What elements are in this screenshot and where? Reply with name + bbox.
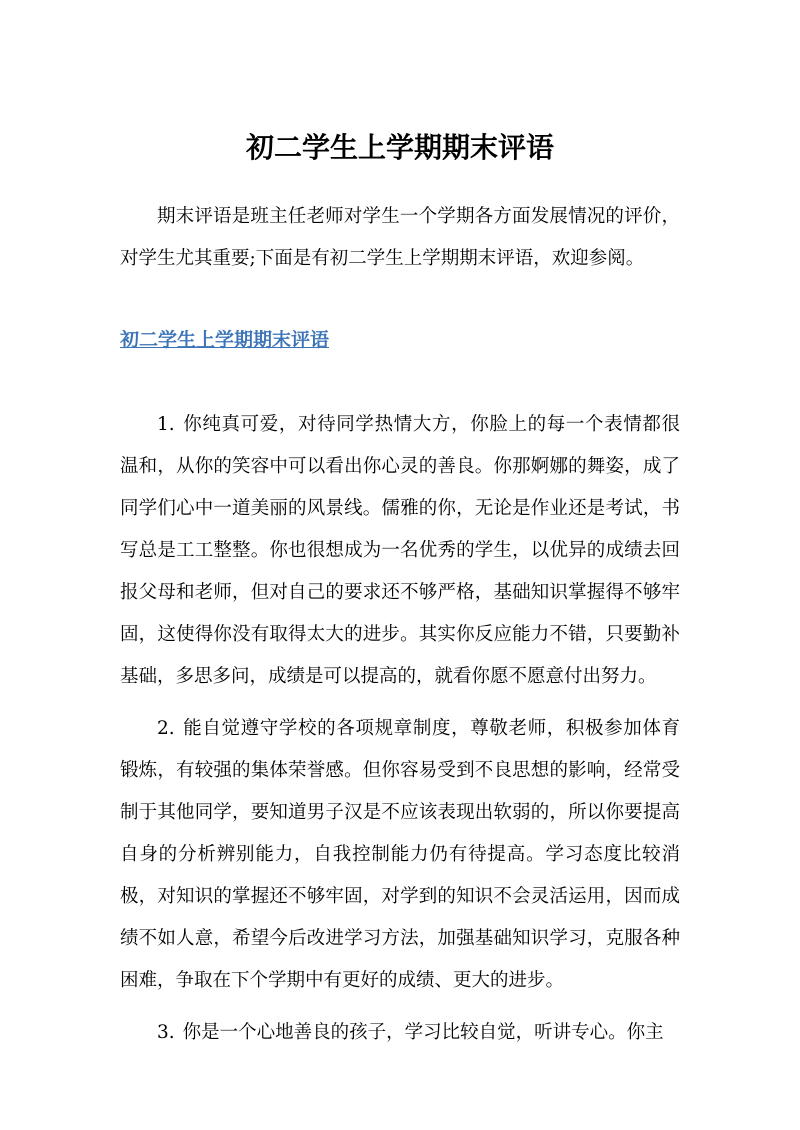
comment-paragraph-1 [120,404,680,698]
paragraph-number: 1. [157,414,175,435]
document-title: 初二学生上学期期末评语 [245,131,554,164]
paragraph-text: 你纯真可爱，对待同学热情大方，你脸上的每一个表情都很温和，从你的笑容中可以看出你心灵的善良。你那婀娜的舞姿，成了同学们心中一道美丽的风景线。儒雅的你，无论是作业还是考试，书写总是工工整整。你也很想成为一名优秀的学生，以优异的成绩去回报父母和老师，但对自己的要求还不够严格，基础知识掌握得不够牢固，这使得你没有取得太大的进步。其实你反应能力不错，只要勤补基础，多思多问，成绩是可以提高的，就看你愿不愿意付出努力。 [120,414,680,687]
comment-paragraph-3 [120,1012,680,1054]
comments-body [120,404,680,1064]
comment-paragraph-2 [120,708,680,1002]
paragraph-number: 3. [157,1022,175,1043]
paragraph-text: 你是一个心地善良的孩子，学习比较自觉，听讲专心。你主 [182,1022,664,1043]
paragraph-number: 2. [157,718,175,739]
section-heading-link[interactable]: 初二学生上学期期末评语 [120,329,330,351]
paragraph-text: 能自觉遵守学校的各项规章制度，尊敬老师，积极参加体育锻炼，有较强的集体荣誉感。但你容易受到不良思想的影响，经常受制于其他同学，要知道男子汉是不应该表现出软弱的，所以你要提高自身的分析辨别能力，自我控制能力仍有待提高。学习态度比较消极，对知识的掌握还不够牢固，对学到的知识不会灵活运用，因而成绩不如人意，希望今后改进学习方法，加强基础知识学习，克服各种困难，争取在下个学期中有更好的成绩、更大的进步。 [120,718,680,991]
intro-paragraph: 期末评语是班主任老师对学生一个学期各方面发展情况的评价，对学生尤其重要;下面是有初二学生上学期期末评语，欢迎参阅。 [120,206,680,269]
